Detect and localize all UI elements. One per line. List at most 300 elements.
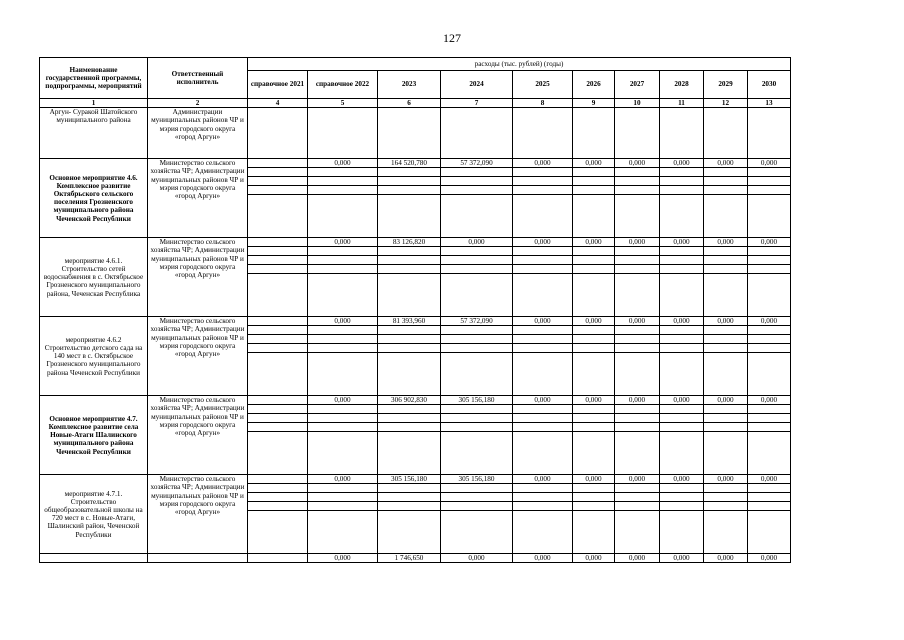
value-cell xyxy=(615,168,660,177)
value-cell xyxy=(615,502,660,511)
value-cell xyxy=(248,159,308,168)
value-cell xyxy=(615,195,660,238)
value-cell: 0,000 xyxy=(308,475,378,484)
value-cell xyxy=(378,108,441,159)
value-cell xyxy=(704,108,748,159)
column-number-5: 5 xyxy=(308,99,378,108)
column-number-13: 13 xyxy=(748,99,791,108)
value-cell xyxy=(615,405,660,414)
value-cell xyxy=(513,186,573,195)
value-cell xyxy=(378,177,441,186)
value-cell xyxy=(308,265,378,274)
value-cell: 0,000 xyxy=(513,238,573,247)
value-cell xyxy=(248,475,308,484)
value-cell xyxy=(573,493,615,502)
header-year-3: 2024 xyxy=(441,71,513,99)
column-number-1: 1 xyxy=(40,99,148,108)
value-cell xyxy=(308,502,378,511)
value-cell xyxy=(513,353,573,396)
value-cell xyxy=(441,353,513,396)
value-cell xyxy=(308,405,378,414)
value-cell xyxy=(248,484,308,493)
value-cell xyxy=(441,108,513,159)
value-cell: 0,000 xyxy=(513,396,573,405)
value-cell xyxy=(248,502,308,511)
value-cell xyxy=(513,432,573,475)
value-cell xyxy=(573,247,615,256)
value-cell xyxy=(660,177,704,186)
value-cell xyxy=(573,353,615,396)
value-cell xyxy=(308,335,378,344)
value-cell xyxy=(441,511,513,554)
value-cell xyxy=(441,344,513,353)
value-cell xyxy=(248,195,308,238)
table-row xyxy=(40,108,791,159)
value-cell: 0,000 xyxy=(308,396,378,405)
value-cell xyxy=(615,511,660,554)
value-cell: 0,000 xyxy=(615,317,660,326)
table-row xyxy=(40,475,791,484)
value-cell xyxy=(248,247,308,256)
value-cell xyxy=(704,414,748,423)
value-cell: 0,000 xyxy=(441,554,513,563)
value-cell xyxy=(704,195,748,238)
value-cell xyxy=(513,511,573,554)
table-row xyxy=(40,317,791,326)
column-number-10: 10 xyxy=(615,99,660,108)
value-cell xyxy=(704,511,748,554)
value-cell xyxy=(441,335,513,344)
value-cell xyxy=(441,195,513,238)
value-cell xyxy=(660,344,704,353)
value-cell xyxy=(513,405,573,414)
row-responsible: Министерство сельского хозяйства ЧР; Администрации муниципальных районов ЧР и мэрия городского округа «город Аргун» xyxy=(148,317,248,396)
value-cell xyxy=(441,405,513,414)
value-cell xyxy=(378,335,441,344)
value-cell xyxy=(513,493,573,502)
value-cell xyxy=(248,108,308,159)
value-cell xyxy=(615,108,660,159)
column-number-4: 4 xyxy=(248,99,308,108)
value-cell: 0,000 xyxy=(660,396,704,405)
header-year-6: 2027 xyxy=(615,71,660,99)
value-cell xyxy=(660,195,704,238)
value-cell xyxy=(660,405,704,414)
value-cell xyxy=(704,335,748,344)
value-cell xyxy=(441,432,513,475)
value-cell xyxy=(615,326,660,335)
value-cell: 83 126,820 xyxy=(378,238,441,247)
value-cell xyxy=(660,256,704,265)
value-cell: 0,000 xyxy=(615,554,660,563)
row-responsible: Министерство сельского хозяйства ЧР; Администрации муниципальных районов ЧР и мэрия городского округа «город Аргун» xyxy=(148,475,248,554)
header-year-2: 2023 xyxy=(378,71,441,99)
value-cell xyxy=(660,484,704,493)
value-cell: 0,000 xyxy=(573,396,615,405)
budget-table xyxy=(39,57,791,563)
value-cell xyxy=(378,511,441,554)
value-cell: 0,000 xyxy=(660,475,704,484)
value-cell: 306 902,830 xyxy=(378,396,441,405)
value-cell: 0,000 xyxy=(308,159,378,168)
header-year-1: справочное 2022 xyxy=(308,71,378,99)
value-cell xyxy=(615,353,660,396)
value-cell xyxy=(660,511,704,554)
value-cell xyxy=(748,405,791,414)
value-cell: 81 393,960 xyxy=(378,317,441,326)
row-responsible xyxy=(148,554,248,563)
header-year-5: 2026 xyxy=(573,71,615,99)
column-number-12: 12 xyxy=(704,99,748,108)
value-cell xyxy=(308,414,378,423)
value-cell xyxy=(748,414,791,423)
value-cell xyxy=(615,265,660,274)
value-cell xyxy=(441,168,513,177)
value-cell xyxy=(704,177,748,186)
column-numbers-row xyxy=(40,99,791,108)
value-cell: 0,000 xyxy=(615,475,660,484)
value-cell xyxy=(660,274,704,317)
value-cell: 0,000 xyxy=(573,238,615,247)
column-number-11: 11 xyxy=(660,99,704,108)
value-cell xyxy=(748,186,791,195)
value-cell xyxy=(513,274,573,317)
value-cell xyxy=(441,186,513,195)
row-name: мероприятие 4.7.1. Строительство общеобразовательной школы на 720 мест в с. Новые-Атаги, Шалинский район, Чеченской Республики xyxy=(40,475,148,554)
value-cell xyxy=(573,326,615,335)
value-cell xyxy=(248,317,308,326)
value-cell: 0,000 xyxy=(573,317,615,326)
value-cell: 305 156,180 xyxy=(378,475,441,484)
value-cell xyxy=(748,265,791,274)
value-cell xyxy=(573,344,615,353)
value-cell xyxy=(308,353,378,396)
value-cell: 0,000 xyxy=(615,238,660,247)
value-cell xyxy=(248,432,308,475)
value-cell xyxy=(748,344,791,353)
value-cell xyxy=(704,353,748,396)
value-cell: 0,000 xyxy=(704,238,748,247)
value-cell: 57 372,090 xyxy=(441,317,513,326)
value-cell: 0,000 xyxy=(308,238,378,247)
value-cell xyxy=(573,256,615,265)
value-cell: 305 156,180 xyxy=(441,396,513,405)
value-cell: 0,000 xyxy=(748,396,791,405)
value-cell xyxy=(513,168,573,177)
value-cell xyxy=(704,256,748,265)
value-cell: 0,000 xyxy=(660,159,704,168)
value-cell xyxy=(704,247,748,256)
value-cell xyxy=(441,274,513,317)
value-cell xyxy=(573,502,615,511)
value-cell xyxy=(615,335,660,344)
value-cell xyxy=(615,484,660,493)
value-cell xyxy=(615,247,660,256)
value-cell xyxy=(615,414,660,423)
value-cell xyxy=(248,405,308,414)
value-cell xyxy=(660,168,704,177)
value-cell xyxy=(573,484,615,493)
value-cell xyxy=(308,423,378,432)
value-cell xyxy=(378,186,441,195)
value-cell xyxy=(660,326,704,335)
value-cell xyxy=(308,344,378,353)
value-cell xyxy=(704,344,748,353)
value-cell xyxy=(308,432,378,475)
header-name: Наименование государственной программы, подпрограммы, мероприятий xyxy=(40,58,148,99)
value-cell xyxy=(378,168,441,177)
value-cell xyxy=(248,168,308,177)
value-cell xyxy=(748,511,791,554)
value-cell xyxy=(441,423,513,432)
value-cell xyxy=(748,493,791,502)
value-cell xyxy=(704,493,748,502)
value-cell: 0,000 xyxy=(748,238,791,247)
value-cell xyxy=(441,484,513,493)
value-cell xyxy=(513,247,573,256)
value-cell xyxy=(378,274,441,317)
value-cell xyxy=(441,247,513,256)
value-cell xyxy=(308,168,378,177)
value-cell xyxy=(660,335,704,344)
value-cell: 0,000 xyxy=(748,317,791,326)
value-cell xyxy=(248,396,308,405)
value-cell xyxy=(615,344,660,353)
value-cell xyxy=(248,353,308,396)
row-name: Аргун- Суракой Шатойского муниципального района xyxy=(40,108,148,159)
value-cell xyxy=(378,432,441,475)
value-cell: 0,000 xyxy=(704,159,748,168)
row-name xyxy=(40,554,148,563)
value-cell xyxy=(748,274,791,317)
value-cell xyxy=(378,247,441,256)
column-number-2: 2 xyxy=(148,99,248,108)
value-cell: 0,000 xyxy=(573,159,615,168)
value-cell xyxy=(308,274,378,317)
value-cell xyxy=(704,168,748,177)
value-cell xyxy=(748,423,791,432)
value-cell xyxy=(378,265,441,274)
value-cell xyxy=(308,247,378,256)
value-cell: 0,000 xyxy=(748,475,791,484)
value-cell: 0,000 xyxy=(615,396,660,405)
value-cell xyxy=(248,554,308,563)
value-cell: 57 372,090 xyxy=(441,159,513,168)
value-cell xyxy=(704,502,748,511)
value-cell xyxy=(748,335,791,344)
value-cell: 0,000 xyxy=(704,475,748,484)
value-cell xyxy=(748,502,791,511)
header-year-0: справочное 2021 xyxy=(248,71,308,99)
value-cell xyxy=(248,238,308,247)
header-year-7: 2028 xyxy=(660,71,704,99)
table-row xyxy=(40,238,791,247)
value-cell xyxy=(513,326,573,335)
value-cell xyxy=(615,274,660,317)
value-cell xyxy=(748,177,791,186)
value-cell: 0,000 xyxy=(660,317,704,326)
value-cell xyxy=(573,274,615,317)
column-number-7: 7 xyxy=(441,99,513,108)
value-cell xyxy=(441,326,513,335)
row-name: мероприятие 4.6.1. Строительство сетей водоснабжения в с. Октябрьское Грозненского муниципального района, Чеченская Республика xyxy=(40,238,148,317)
header-year-8: 2029 xyxy=(704,71,748,99)
value-cell: 0,000 xyxy=(573,554,615,563)
value-cell xyxy=(378,423,441,432)
value-cell xyxy=(748,353,791,396)
value-cell xyxy=(573,186,615,195)
value-cell xyxy=(513,423,573,432)
value-cell: 0,000 xyxy=(513,317,573,326)
value-cell xyxy=(704,432,748,475)
value-cell xyxy=(248,177,308,186)
value-cell xyxy=(615,423,660,432)
value-cell: 0,000 xyxy=(573,475,615,484)
value-cell: 0,000 xyxy=(615,159,660,168)
value-cell xyxy=(573,405,615,414)
value-cell xyxy=(308,108,378,159)
value-cell: 0,000 xyxy=(513,159,573,168)
value-cell: 0,000 xyxy=(704,554,748,563)
value-cell xyxy=(615,432,660,475)
value-cell xyxy=(660,247,704,256)
value-cell xyxy=(748,326,791,335)
value-cell xyxy=(248,186,308,195)
row-responsible: Администрации муниципальных районов ЧР и мэрия городского округа «город Аргун» xyxy=(148,108,248,159)
row-responsible: Министерство сельского хозяйства ЧР; Администрации муниципальных районов ЧР и мэрия городского округа «город Аргун» xyxy=(148,159,248,238)
value-cell xyxy=(748,256,791,265)
value-cell: 0,000 xyxy=(660,554,704,563)
value-cell xyxy=(378,493,441,502)
value-cell xyxy=(748,108,791,159)
value-cell xyxy=(378,326,441,335)
value-cell xyxy=(248,414,308,423)
value-cell xyxy=(748,195,791,238)
value-cell xyxy=(441,414,513,423)
value-cell: 305 156,180 xyxy=(441,475,513,484)
value-cell: 0,000 xyxy=(704,317,748,326)
row-responsible: Министерство сельского хозяйства ЧР; Администрации муниципальных районов ЧР и мэрия городского округа «город Аргун» xyxy=(148,396,248,475)
value-cell xyxy=(513,108,573,159)
value-cell: 0,000 xyxy=(513,554,573,563)
value-cell xyxy=(660,502,704,511)
header-row-top xyxy=(40,58,791,71)
value-cell xyxy=(660,432,704,475)
value-cell xyxy=(615,493,660,502)
value-cell xyxy=(513,414,573,423)
value-cell xyxy=(308,195,378,238)
value-cell xyxy=(660,423,704,432)
value-cell: 0,000 xyxy=(748,159,791,168)
value-cell xyxy=(378,484,441,493)
value-cell xyxy=(378,195,441,238)
value-cell xyxy=(513,484,573,493)
value-cell: 0,000 xyxy=(308,554,378,563)
value-cell xyxy=(615,186,660,195)
value-cell xyxy=(660,265,704,274)
value-cell xyxy=(378,344,441,353)
value-cell xyxy=(660,108,704,159)
value-cell xyxy=(660,353,704,396)
value-cell xyxy=(704,423,748,432)
row-responsible: Министерство сельского хозяйства ЧР; Администрации муниципальных районов ЧР и мэрия городского округа «город Аргун» xyxy=(148,238,248,317)
value-cell xyxy=(573,414,615,423)
value-cell xyxy=(248,335,308,344)
value-cell xyxy=(573,265,615,274)
value-cell xyxy=(704,186,748,195)
value-cell xyxy=(513,195,573,238)
value-cell xyxy=(660,493,704,502)
value-cell xyxy=(748,168,791,177)
value-cell xyxy=(378,502,441,511)
value-cell xyxy=(615,256,660,265)
value-cell: 164 520,780 xyxy=(378,159,441,168)
value-cell: 0,000 xyxy=(441,238,513,247)
value-cell: 0,000 xyxy=(748,554,791,563)
value-cell xyxy=(378,405,441,414)
value-cell xyxy=(248,344,308,353)
value-cell xyxy=(704,265,748,274)
value-cell xyxy=(248,493,308,502)
value-cell xyxy=(441,493,513,502)
value-cell: 0,000 xyxy=(704,396,748,405)
column-number-9: 9 xyxy=(573,99,615,108)
value-cell xyxy=(704,326,748,335)
value-cell xyxy=(573,511,615,554)
value-cell xyxy=(513,344,573,353)
value-cell xyxy=(248,265,308,274)
value-cell: 0,000 xyxy=(660,238,704,247)
row-name: мероприятие 4.6.2 Строительство детского сада на 140 мест в с. Октябрьское Грозненского муниципального района Чеченской Республики xyxy=(40,317,148,396)
value-cell xyxy=(308,484,378,493)
value-cell xyxy=(573,108,615,159)
row-name: Основное мероприятие 4.6. Комплексное развитие Октябрьского сельского поселения Грозненского муниципального района Чеченской Республики xyxy=(40,159,148,238)
page-number: 127 xyxy=(443,31,461,45)
value-cell xyxy=(513,177,573,186)
value-cell xyxy=(704,274,748,317)
value-cell xyxy=(308,511,378,554)
header-year-9: 2030 xyxy=(748,71,791,99)
value-cell xyxy=(704,484,748,493)
value-cell: 1 746,650 xyxy=(378,554,441,563)
value-cell xyxy=(513,502,573,511)
table-row xyxy=(40,159,791,168)
value-cell xyxy=(573,335,615,344)
value-cell xyxy=(513,256,573,265)
value-cell xyxy=(378,256,441,265)
value-cell xyxy=(441,256,513,265)
value-cell xyxy=(248,326,308,335)
value-cell xyxy=(441,502,513,511)
value-cell xyxy=(573,168,615,177)
value-cell xyxy=(248,423,308,432)
row-name: Основное мероприятие 4.7. Комплексное развитие села Новые-Атаги Шалинского муниципального района Чеченской Республики xyxy=(40,396,148,475)
value-cell xyxy=(248,256,308,265)
value-cell xyxy=(704,405,748,414)
value-cell xyxy=(308,256,378,265)
value-cell xyxy=(378,353,441,396)
header-year-4: 2025 xyxy=(513,71,573,99)
value-cell xyxy=(660,414,704,423)
table-row xyxy=(40,396,791,405)
value-cell xyxy=(308,177,378,186)
column-number-8: 8 xyxy=(513,99,573,108)
value-cell: 0,000 xyxy=(308,317,378,326)
value-cell xyxy=(615,177,660,186)
value-cell xyxy=(748,247,791,256)
value-cell xyxy=(441,265,513,274)
value-cell xyxy=(513,335,573,344)
